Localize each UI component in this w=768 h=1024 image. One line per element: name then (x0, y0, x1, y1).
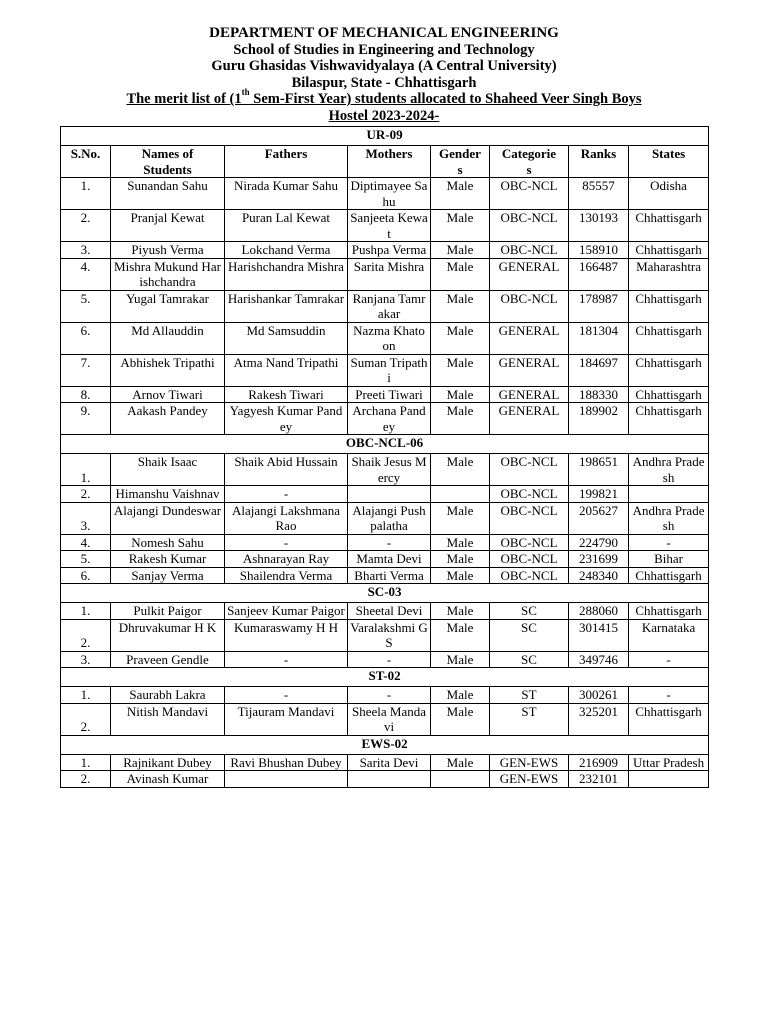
father-name-cell: Kumaraswamy H H (225, 619, 348, 651)
serial-number-cell: 9. (61, 403, 111, 435)
mother-name-cell: Varalakshmi G S (348, 619, 431, 651)
category-cell: GENERAL (490, 258, 569, 290)
father-name-cell: Nirada Kumar Sahu (225, 178, 348, 210)
state-cell: Chhattisgarh (629, 210, 709, 242)
mother-name-cell: Mamta Devi (348, 551, 431, 568)
rank-cell: 349746 (569, 651, 629, 668)
column-header: Mothers (348, 146, 431, 178)
title-part-2: Sem-First Year) students allocated to Shaheed Veer Singh Boys (249, 91, 642, 107)
mother-name-cell: Preeti Tiwari (348, 386, 431, 403)
father-name-cell: - (225, 534, 348, 551)
category-cell: ST (490, 703, 569, 735)
table-row (61, 603, 709, 620)
category-cell: GEN-EWS (490, 771, 569, 788)
father-name-cell: - (225, 651, 348, 668)
mother-name-cell: Ranjana Tamrakar (348, 290, 431, 322)
state-cell (629, 771, 709, 788)
state-cell (629, 486, 709, 503)
student-name-cell: Nomesh Sahu (111, 534, 225, 551)
university-heading: Guru Ghasidas Vishwavidyalaya (A Central University) (211, 58, 557, 74)
column-header: Names of Students (111, 146, 225, 178)
mother-name-cell: Archana Pandey (348, 403, 431, 435)
gender-cell: Male (431, 258, 490, 290)
student-name-cell: Avinash Kumar (111, 771, 225, 788)
father-name-cell: Harishankar Tamrakar (225, 290, 348, 322)
table-row (61, 754, 709, 771)
student-name-cell: Nitish Mandavi (111, 703, 225, 735)
rank-cell: 184697 (569, 354, 629, 386)
state-cell: Chhattisgarh (629, 603, 709, 620)
category-cell: OBC-NCL (490, 210, 569, 242)
student-name-cell: Abhishek Tripathi (111, 354, 225, 386)
category-row (61, 735, 709, 754)
table-row (61, 619, 709, 651)
state-cell: Chhattisgarh (629, 403, 709, 435)
document-header (60, 25, 708, 124)
father-name-cell: Puran Lal Kewat (225, 210, 348, 242)
mother-name-cell: Sanjeeta Kewat (348, 210, 431, 242)
location-heading: Bilaspur, State - Chhattisgarh (291, 74, 477, 91)
gender-cell: Male (431, 551, 490, 568)
table-row (61, 687, 709, 704)
rank-cell: 130193 (569, 210, 629, 242)
category-cell: OBC-NCL (490, 454, 569, 486)
rank-cell: 205627 (569, 502, 629, 534)
table-row (61, 354, 709, 386)
column-header: Categorie s (490, 146, 569, 178)
school-heading: School of Studies in Engineering and Technology (233, 41, 535, 58)
state-cell: - (629, 687, 709, 704)
state-cell: Andhra Pradesh (629, 454, 709, 486)
student-name-cell: Shaik Isaac (111, 454, 225, 486)
state-cell: Andhra Pradesh (629, 502, 709, 534)
rank-cell: 85557 (569, 178, 629, 210)
category-row (61, 435, 709, 454)
student-name-cell: Rakesh Kumar (111, 551, 225, 568)
table-row (61, 534, 709, 551)
gender-cell: Male (431, 178, 490, 210)
father-name-cell: - (225, 486, 348, 503)
serial-number-cell: 1. (61, 754, 111, 771)
serial-number-cell: 2. (61, 486, 111, 503)
mother-name-cell: Shaik Jesus Mercy (348, 454, 431, 486)
student-name-cell: Md Allauddin (111, 322, 225, 354)
father-name-cell (225, 771, 348, 788)
serial-number-cell: 7. (61, 354, 111, 386)
state-cell: Chhattisgarh (629, 386, 709, 403)
table-row (61, 290, 709, 322)
serial-number-cell: 5. (61, 290, 111, 322)
category-cell: GEN-EWS (490, 754, 569, 771)
gender-cell: Male (431, 534, 490, 551)
category-cell: OBC-NCL (490, 567, 569, 584)
serial-number-cell: 4. (61, 258, 111, 290)
table-row (61, 651, 709, 668)
state-cell: - (629, 534, 709, 551)
serial-number-cell: 2. (61, 619, 111, 651)
table-row (61, 322, 709, 354)
column-header-row (61, 146, 709, 178)
rank-cell: 301415 (569, 619, 629, 651)
title-superscript: th (241, 87, 250, 98)
rank-cell: 224790 (569, 534, 629, 551)
father-name-cell: Shailendra Verma (225, 567, 348, 584)
serial-number-cell: 6. (61, 567, 111, 584)
state-cell: Bihar (629, 551, 709, 568)
state-cell: Odisha (629, 178, 709, 210)
serial-number-cell: 5. (61, 551, 111, 568)
serial-number-cell: 3. (61, 242, 111, 259)
gender-cell: Male (431, 687, 490, 704)
gender-cell (431, 771, 490, 788)
rank-cell: 166487 (569, 258, 629, 290)
rank-cell: 158910 (569, 242, 629, 259)
rank-cell: 181304 (569, 322, 629, 354)
category-cell: OBC-NCL (490, 486, 569, 503)
table-row (61, 703, 709, 735)
father-name-cell: Atma Nand Tripathi (225, 354, 348, 386)
rank-cell: 325201 (569, 703, 629, 735)
mother-name-cell: - (348, 687, 431, 704)
serial-number-cell: 1. (61, 454, 111, 486)
rank-cell: 188330 (569, 386, 629, 403)
serial-number-cell: 1. (61, 687, 111, 704)
state-cell: Chhattisgarh (629, 354, 709, 386)
serial-number-cell: 2. (61, 771, 111, 788)
table-row (61, 403, 709, 435)
student-name-cell: Arnov Tiwari (111, 386, 225, 403)
serial-number-cell: 8. (61, 386, 111, 403)
category-cell: GENERAL (490, 403, 569, 435)
category-cell: SC (490, 651, 569, 668)
gender-cell: Male (431, 210, 490, 242)
table-row (61, 242, 709, 259)
rank-cell: 199821 (569, 486, 629, 503)
father-name-cell: Lokchand Verma (225, 242, 348, 259)
gender-cell: Male (431, 242, 490, 259)
mother-name-cell: Bharti Verma (348, 567, 431, 584)
mother-name-cell: Diptimayee Sahu (348, 178, 431, 210)
category-cell: OBC-NCL (490, 502, 569, 534)
category-heading: OBC-NCL-06 (61, 435, 709, 454)
father-name-cell: Yagyesh Kumar Pandey (225, 403, 348, 435)
mother-name-cell: Pushpa Verma (348, 242, 431, 259)
column-header: S.No. (61, 146, 111, 178)
state-cell: Chhattisgarh (629, 322, 709, 354)
gender-cell: Male (431, 354, 490, 386)
state-cell: Chhattisgarh (629, 703, 709, 735)
table-row (61, 454, 709, 486)
mother-name-cell (348, 771, 431, 788)
rank-cell: 248340 (569, 567, 629, 584)
state-cell: Karnataka (629, 619, 709, 651)
merit-list-title-line2: Hostel 2023-2024- (328, 107, 440, 124)
state-cell: Chhattisgarh (629, 567, 709, 584)
column-header: Gender s (431, 146, 490, 178)
category-row (61, 584, 709, 603)
father-name-cell: Md Samsuddin (225, 322, 348, 354)
student-name-cell: Yugal Tamrakar (111, 290, 225, 322)
state-cell: Uttar Pradesh (629, 754, 709, 771)
father-name-cell: Ashnarayan Ray (225, 551, 348, 568)
gender-cell: Male (431, 603, 490, 620)
father-name-cell: Tijauram Mandavi (225, 703, 348, 735)
category-cell: OBC-NCL (490, 242, 569, 259)
category-cell: SC (490, 619, 569, 651)
father-name-cell: Rakesh Tiwari (225, 386, 348, 403)
table-row (61, 502, 709, 534)
student-name-cell: Aakash Pandey (111, 403, 225, 435)
gender-cell: Male (431, 567, 490, 584)
gender-cell: Male (431, 322, 490, 354)
category-cell: OBC-NCL (490, 551, 569, 568)
category-cell: GENERAL (490, 386, 569, 403)
rank-cell: 198651 (569, 454, 629, 486)
father-name-cell: Harishchandra Mishra (225, 258, 348, 290)
student-name-cell: Alajangi Dundeswar (111, 502, 225, 534)
rank-cell: 178987 (569, 290, 629, 322)
mother-name-cell: Nazma Khatoon (348, 322, 431, 354)
serial-number-cell: 2. (61, 703, 111, 735)
state-cell: Maharashtra (629, 258, 709, 290)
table-row (61, 486, 709, 503)
table-row (61, 258, 709, 290)
category-cell: ST (490, 687, 569, 704)
category-heading: EWS-02 (61, 735, 709, 754)
gender-cell: Male (431, 651, 490, 668)
category-cell: OBC-NCL (490, 290, 569, 322)
state-cell: Chhattisgarh (629, 290, 709, 322)
serial-number-cell: 1. (61, 178, 111, 210)
column-header: Ranks (569, 146, 629, 178)
serial-number-cell: 2. (61, 210, 111, 242)
mother-name-cell: Sheela Mandavi (348, 703, 431, 735)
gender-cell: Male (431, 619, 490, 651)
student-name-cell: Rajnikant Dubey (111, 754, 225, 771)
mother-name-cell: - (348, 651, 431, 668)
serial-number-cell: 3. (61, 502, 111, 534)
rank-cell: 231699 (569, 551, 629, 568)
serial-number-cell: 6. (61, 322, 111, 354)
serial-number-cell: 1. (61, 603, 111, 620)
state-cell: - (629, 651, 709, 668)
student-name-cell: Piyush Verma (111, 242, 225, 259)
table-row (61, 567, 709, 584)
category-cell: OBC-NCL (490, 178, 569, 210)
department-heading: DEPARTMENT OF MECHANICAL ENGINEERING (209, 25, 559, 41)
mother-name-cell: Sheetal Devi (348, 603, 431, 620)
table-row (61, 771, 709, 788)
table-row (61, 210, 709, 242)
merit-list-title (60, 87, 708, 108)
student-name-cell: Sunandan Sahu (111, 178, 225, 210)
category-cell: OBC-NCL (490, 534, 569, 551)
category-heading: ST-02 (61, 668, 709, 687)
gender-cell: Male (431, 502, 490, 534)
category-heading: SC-03 (61, 584, 709, 603)
student-name-cell: Praveen Gendle (111, 651, 225, 668)
gender-cell: Male (431, 703, 490, 735)
merit-list-table (60, 126, 709, 788)
table-row (61, 551, 709, 568)
gender-cell: Male (431, 403, 490, 435)
student-name-cell: Dhruvakumar H K (111, 619, 225, 651)
mother-name-cell: Sarita Mishra (348, 258, 431, 290)
student-name-cell: Saurabh Lakra (111, 687, 225, 704)
father-name-cell: Ravi Bhushan Dubey (225, 754, 348, 771)
gender-cell: Male (431, 290, 490, 322)
father-name-cell: Shaik Abid Hussain (225, 454, 348, 486)
rank-cell: 189902 (569, 403, 629, 435)
serial-number-cell: 4. (61, 534, 111, 551)
title-part-1: The merit list of (1 (126, 91, 242, 107)
father-name-cell: - (225, 687, 348, 704)
student-name-cell: Sanjay Verma (111, 567, 225, 584)
category-heading: UR-09 (61, 127, 709, 146)
rank-cell: 232101 (569, 771, 629, 788)
father-name-cell: Alajangi Lakshmana Rao (225, 502, 348, 534)
mother-name-cell (348, 486, 431, 503)
state-cell: Chhattisgarh (629, 242, 709, 259)
serial-number-cell: 3. (61, 651, 111, 668)
student-name-cell: Pranjal Kewat (111, 210, 225, 242)
rank-cell: 216909 (569, 754, 629, 771)
category-row (61, 668, 709, 687)
column-header: Fathers (225, 146, 348, 178)
mother-name-cell: Sarita Devi (348, 754, 431, 771)
mother-name-cell: - (348, 534, 431, 551)
table-row (61, 386, 709, 403)
category-row (61, 127, 709, 146)
rank-cell: 288060 (569, 603, 629, 620)
father-name-cell: Sanjeev Kumar Paigor (225, 603, 348, 620)
mother-name-cell: Alajangi Pushpalatha (348, 502, 431, 534)
category-cell: SC (490, 603, 569, 620)
gender-cell: Male (431, 386, 490, 403)
mother-name-cell: Suman Tripathi (348, 354, 431, 386)
category-cell: GENERAL (490, 354, 569, 386)
column-header: States (629, 146, 709, 178)
category-cell: GENERAL (490, 322, 569, 354)
student-name-cell: Himanshu Vaishnav (111, 486, 225, 503)
gender-cell: Male (431, 454, 490, 486)
table-row (61, 178, 709, 210)
student-name-cell: Mishra Mukund Harishchandra (111, 258, 225, 290)
gender-cell (431, 486, 490, 503)
student-name-cell: Pulkit Paigor (111, 603, 225, 620)
gender-cell: Male (431, 754, 490, 771)
rank-cell: 300261 (569, 687, 629, 704)
